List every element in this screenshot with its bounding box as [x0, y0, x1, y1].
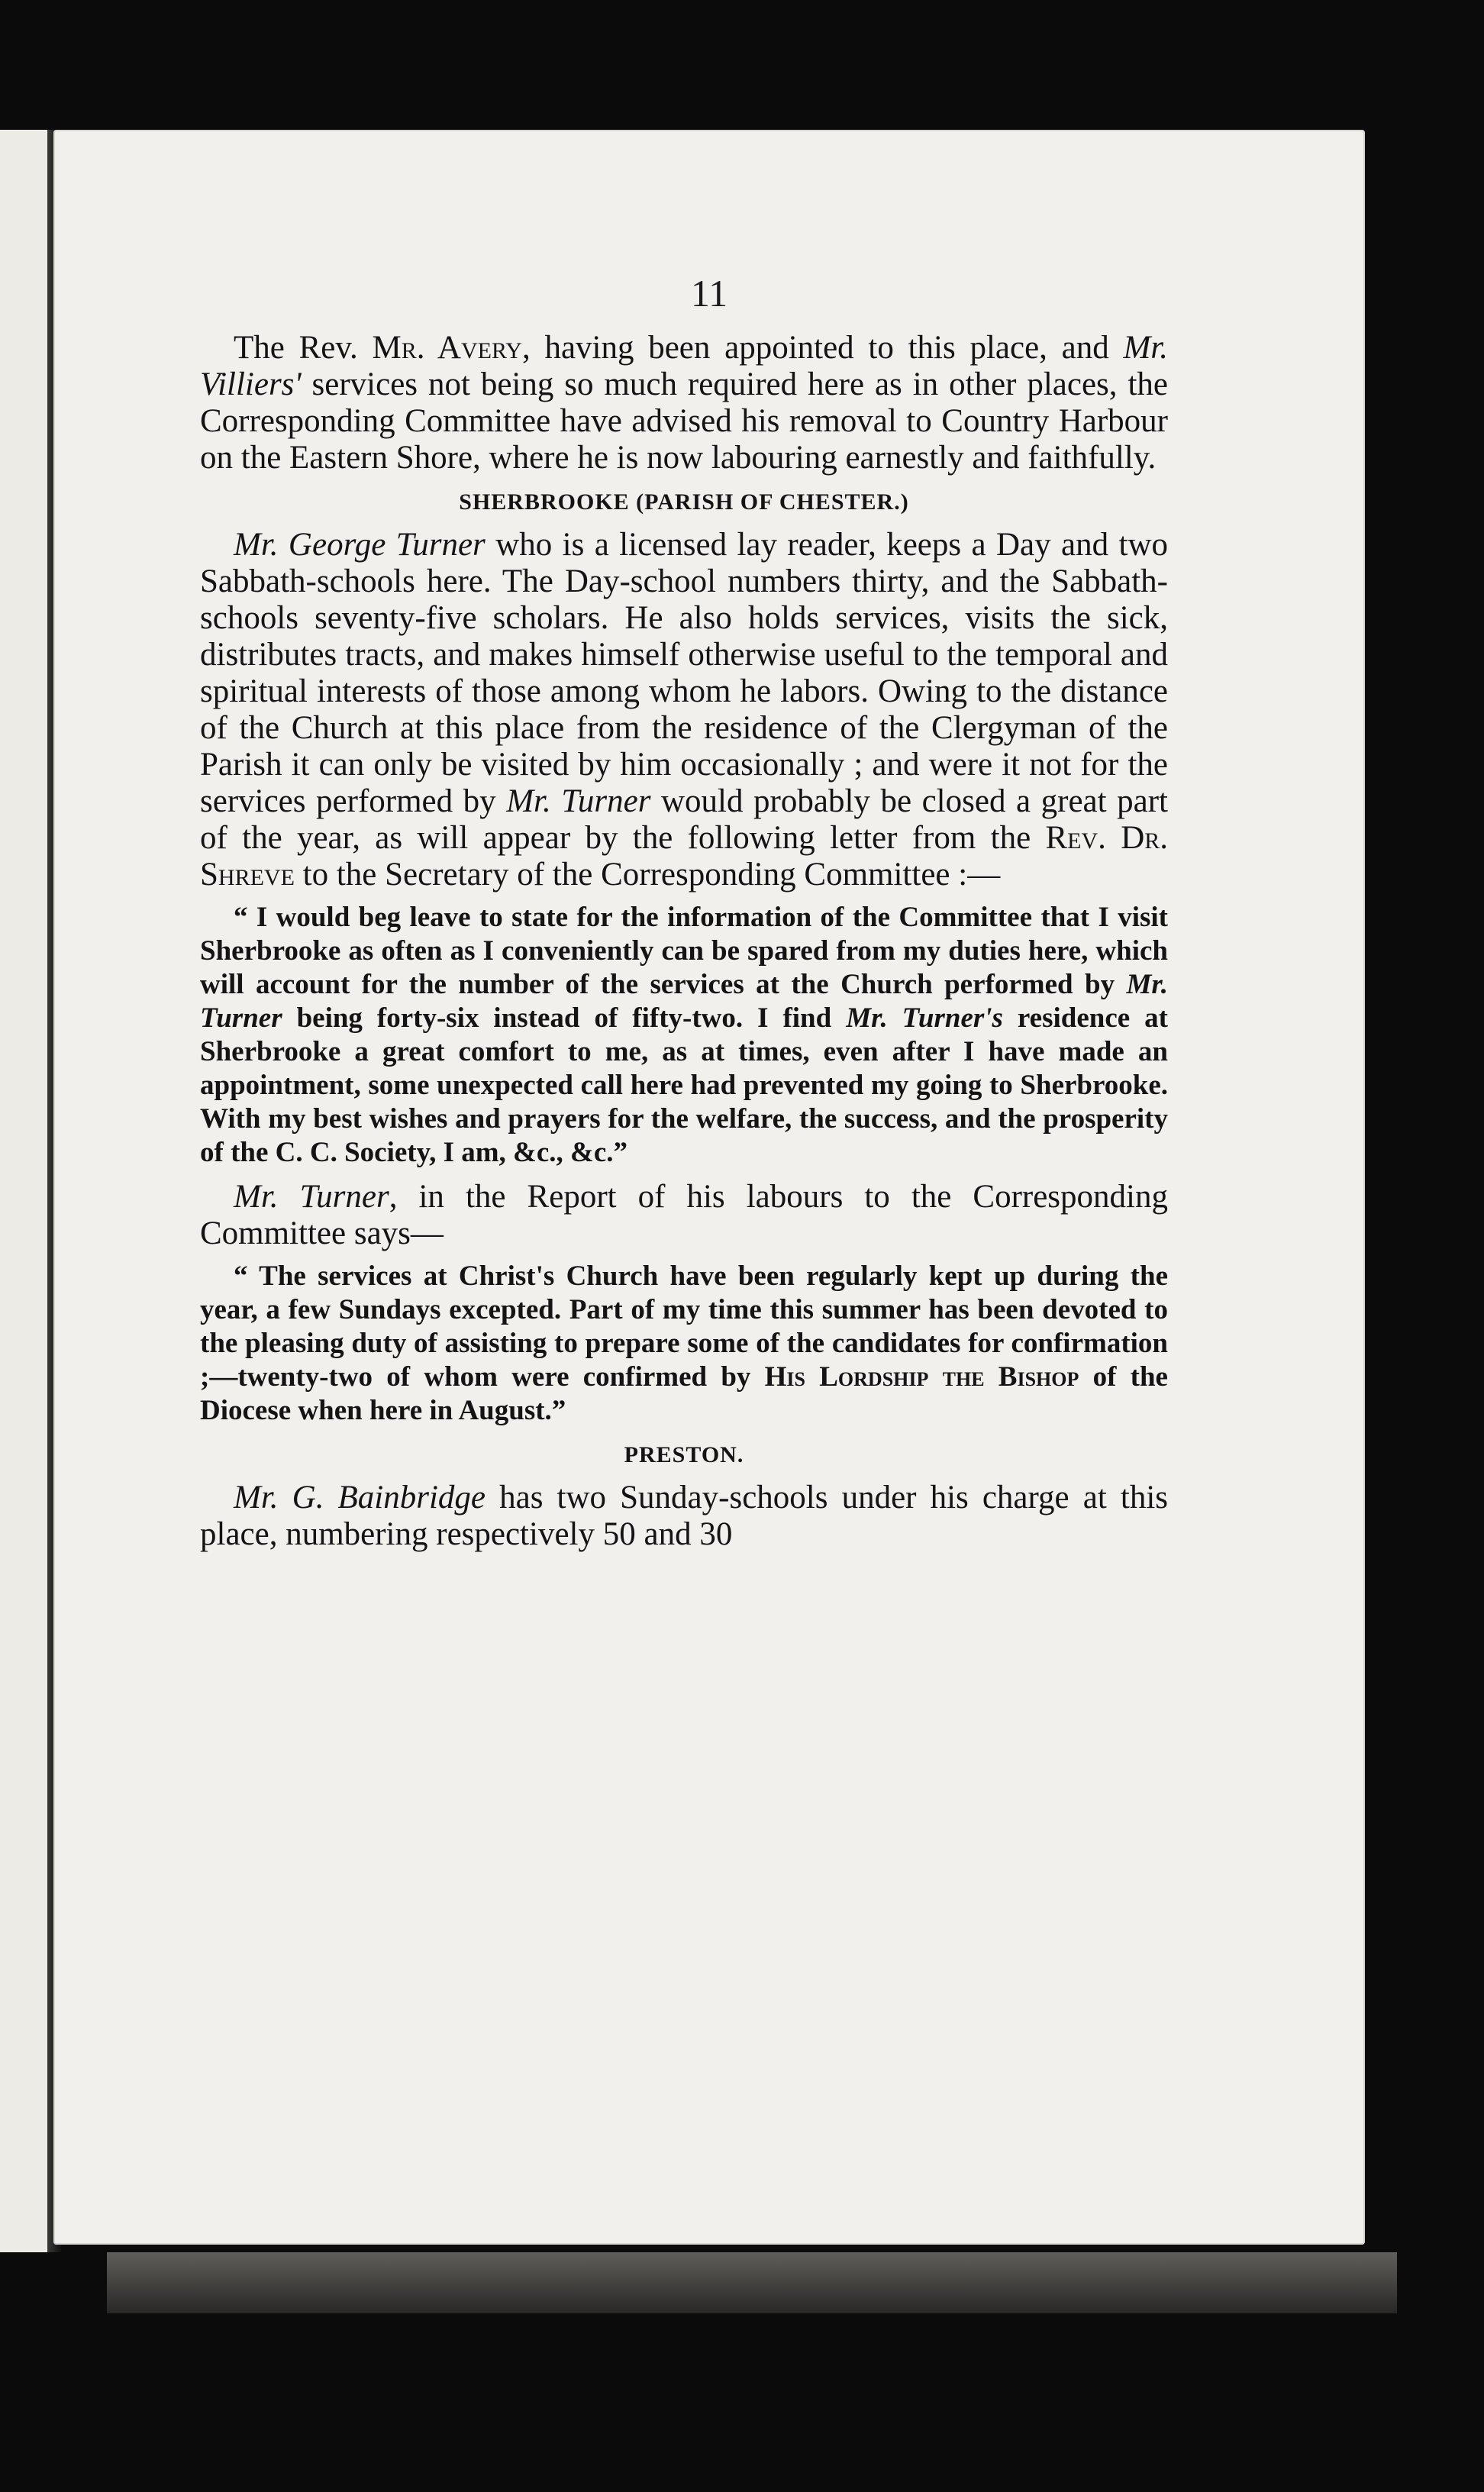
- section-heading-preston: PRESTON.: [624, 1442, 744, 1467]
- name-turner: Mr. Turner's: [846, 1002, 1003, 1034]
- page-text: [200, 330, 1168, 1561]
- text-run: of the Diocese when here in August.”: [200, 1361, 1168, 1426]
- name-bainbridge: Mr. G. Bainbridge: [234, 1480, 486, 1516]
- name-shreve: Rev. Dr. Shreve: [200, 820, 1169, 893]
- page-number: 11: [690, 272, 728, 315]
- text-run: The Rev.: [234, 330, 373, 366]
- text-run: “ The services at Christ's Church have been regularly kept up during the year, a few Sundays excepted. Part of my time this summer has been devoted to the pleasing duty of assisting to prepare some of the candidates for confirmation ;—twenty-two of whom were confirmed by: [200, 1261, 1168, 1393]
- text-run: would probably be closed a great part of the year, as will appear by the following letter from the: [200, 783, 1168, 856]
- text-run: has two Sunday-schools under his charge at this place, numbering respectively 50 and 30: [200, 1480, 1169, 1552]
- text-run: “ I would beg leave to state for the information of the Committee that I visit Sherbrooke as often as I conveniently can be spared from my duties here, which will account for the number of the services at the Church performed by: [200, 902, 1168, 1000]
- paragraph-bainbridge: [200, 1480, 1168, 1553]
- text-run: services not being so much required here as in other places, the Corresponding Committee have advised his removal to Country Harbour on the Eastern Shore, where he is now labouring earnestly and faithfully.: [200, 366, 1168, 476]
- page-bottom-edge: [107, 2252, 1397, 2313]
- document-page: [53, 130, 1365, 2245]
- paragraph-turner-report: [200, 1179, 1168, 1252]
- text-run: , in the Report of his labours to the Corresponding Committee says—: [200, 1179, 1168, 1251]
- text-run: to the Secretary of the Corresponding Committee :—: [294, 857, 1001, 893]
- name-george-turner: Mr. George Turner: [234, 527, 486, 563]
- title-bishop: His Lordship the Bishop: [764, 1361, 1079, 1393]
- quote-shreve-letter: [200, 901, 1168, 1170]
- facing-page-edge: [0, 130, 50, 2252]
- section-heading-sherbrooke: SHERBROOKE (PARISH OF CHESTER.): [459, 489, 909, 515]
- paragraph-turner: [200, 527, 1168, 893]
- text-run: being forty-six instead of fifty-two. I find: [282, 1002, 847, 1034]
- name-turner: Mr. Turner: [506, 783, 651, 819]
- text-run: residence at Sherbrooke a great comfort to me, as at times, even after I have made an appointment, some unexpected call here had prevented my going to Sherbrooke. With my best wishes and prayers for the welfare, the success, and the prosperity of the C. C. Society, I am, &c., &c.”: [200, 1002, 1168, 1168]
- quote-turner-report: [200, 1260, 1168, 1428]
- text-run: who is a licensed lay reader, keeps a Day and two Sabbath-schools here. The Day-school numbers thirty, and the Sabbath-schools seventy-five scholars. He also holds services, visits the sick, distributes tracts, and makes himself otherwise useful to the temporal and spiritual interests of those among whom he labors. Owing to the distance of the Church at this place from the residence of the Clergyman of the Parish it can only be visited by him occasionally ; and were it not for the services performed by: [200, 527, 1169, 819]
- name-turner: Mr. Turner: [200, 969, 1168, 1034]
- name-turner: Mr. Turner: [234, 1179, 389, 1215]
- paragraph-avery: [200, 330, 1168, 476]
- name-villiers: Mr. Villiers': [200, 330, 1168, 402]
- text-run: , having been appointed to this place, and: [521, 330, 1124, 366]
- name-avery: Mr. Avery: [372, 330, 522, 366]
